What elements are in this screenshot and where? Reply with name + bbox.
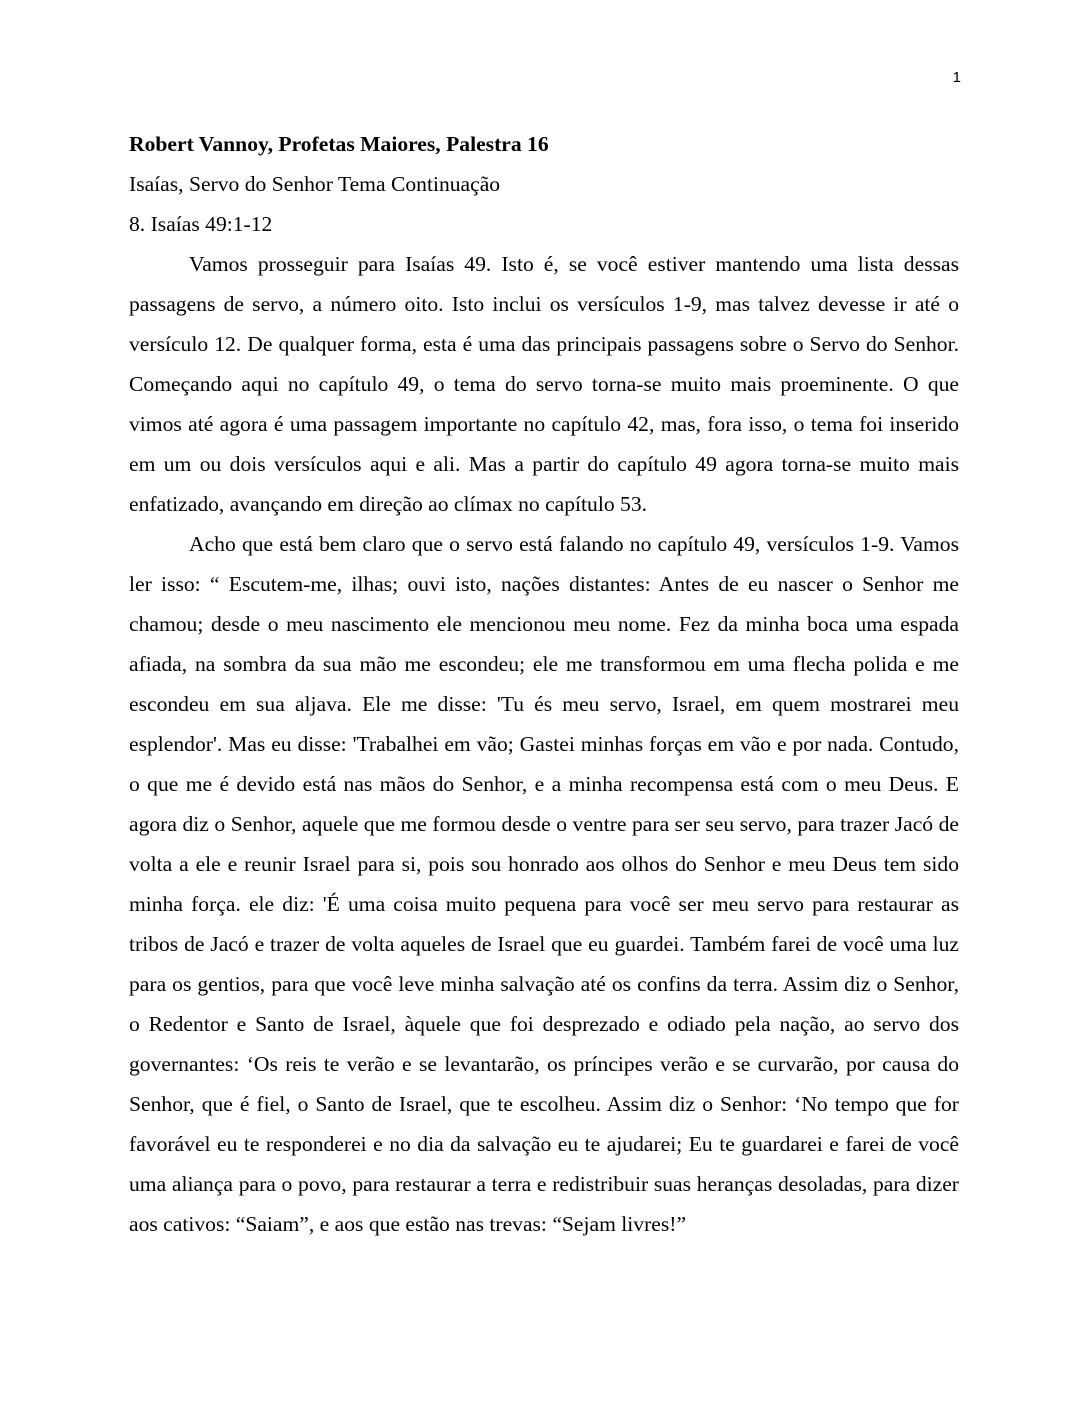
lecture-subtitle: Isaías, Servo do Senhor Tema Continuação bbox=[129, 172, 501, 196]
section-heading: 8. Isaías 49:1-12 bbox=[129, 212, 273, 236]
paragraph-intro: Vamos prosseguir para Isaías 49. Isto é, se você estiver mantendo uma lista dessas passagens de servo, a número oito. Isto inclui os versículos 1-9, mas talvez devesse ir até o versículo 12. De qualquer forma, esta é uma das principais passagens sobre o Servo do Senhor. Começando aqui no capítulo 49, o tema do servo torna-se muito mais proeminente. O que vimos até agora é uma passagem importante no capítulo 42, mas, fora isso, o tema foi inserido em um ou dois versículos aqui e ali. Mas a partir do capítulo 49 agora torna-se muito mais enfatizado, avançando em direção ao clímax no capítulo 53. bbox=[129, 252, 959, 516]
document-body bbox=[129, 124, 959, 1244]
page-number: 1 bbox=[952, 69, 961, 86]
lecture-title: Robert Vannoy, Profetas Maiores, Palestra 16 bbox=[129, 132, 549, 156]
paragraph-scripture: Acho que está bem claro que o servo está falando no capítulo 49, versículos 1-9. Vamos ler isso: “ Escutem-me, ilhas; ouvi isto, nações distantes: Antes de eu nascer o Senhor me chamou; desde o meu nascimento ele mencionou meu nome. Fez da minha boca uma espada afiada, na sombra da sua mão me escondeu; ele me transformou em uma flecha polida e me escondeu em sua aljava. Ele me disse: 'Tu és meu servo, Israel, em quem mostrarei meu esplendor'. Mas eu disse: 'Trabalhei em vão; Gastei minhas forças em vão e por nada. Contudo, o que me é devido está nas mãos do Senhor, e a minha recompensa está com o meu Deus. E agora diz o Senhor, aquele que me formou desde o ventre para ser seu servo, para trazer Jacó de volta a ele e reunir Israel para si, pois sou honrado aos olhos do Senhor e meu Deus tem sido minha força. ele diz: 'É uma coisa muito pequena para você ser meu servo para restaurar as tribos de Jacó e trazer de volta aqueles de Israel que eu guardei. Também farei de você uma luz para os gentios, para que você leve minha salvação até os confins da terra. Assim diz o Senhor, o Redentor e Santo de Israel, àquele que foi desprezado e odiado pela nação, ao servo dos governantes: ‘Os reis te verão e se levantarão, os príncipes verão e se curvarão, por causa do Senhor, que é fiel, o Santo de Israel, que te escolheu. Assim diz o Senhor: ‘No tempo que for favorável eu te responderei e no dia da salvação eu te ajudarei; Eu te guardarei e farei de você uma aliança para o povo, para restaurar a terra e redistribuir suas heranças desoladas, para dizer aos cativos: “Saiam”, e aos que estão nas trevas: “Sejam livres!” bbox=[129, 532, 959, 1236]
